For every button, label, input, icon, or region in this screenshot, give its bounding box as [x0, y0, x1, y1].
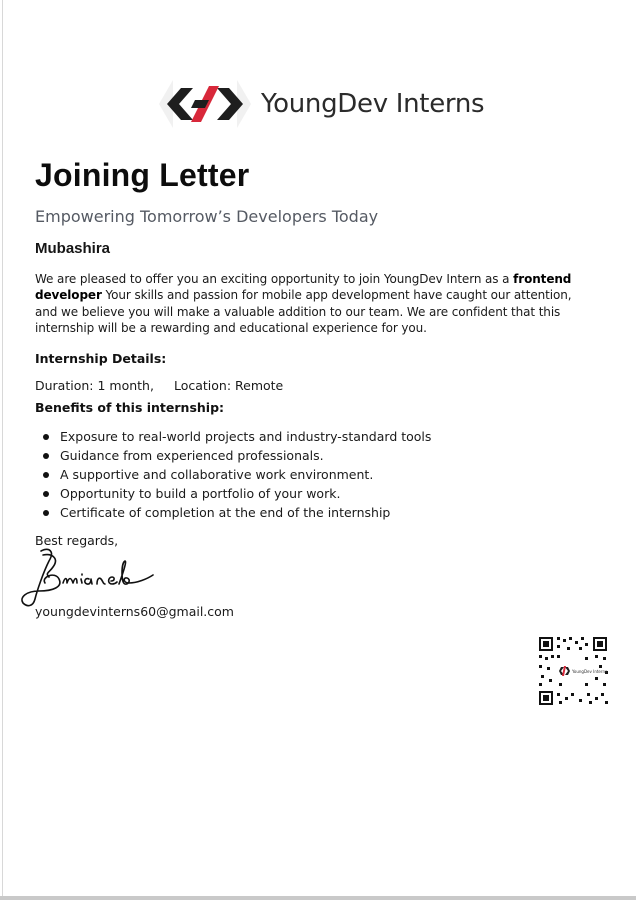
details-heading: Internship Details:: [35, 351, 167, 366]
brand-name: YoungDev Interns: [261, 89, 485, 119]
brand-logo-mark-icon: [151, 70, 259, 138]
benefits-list: [43, 428, 431, 523]
benefit-text: Exposure to real-world projects and industry-standard tools: [60, 429, 432, 444]
offer-paragraph: [35, 271, 595, 336]
details-line: [35, 378, 283, 393]
qr-embedded-label: YoungDev Interns: [572, 669, 608, 674]
bullet-icon: [43, 434, 49, 440]
offer-text-end: Your skills and passion for mobile app development have caught our attention, and we believe you will make a valuable addition to our team. We are confident that this internship will be a rewarding and educational experience for you.: [35, 288, 572, 335]
bullet-icon: [43, 472, 49, 478]
offer-role: frontend developer: [35, 272, 572, 303]
closing-regards: Best regards,: [35, 533, 119, 548]
location-text: Location: Remote: [173, 378, 284, 393]
brand-logo: [151, 70, 491, 138]
letter-page: [2, 0, 636, 896]
page-title: Joining Letter: [35, 157, 250, 193]
page-bottom-edge: [0, 896, 636, 900]
benefit-text: A supportive and collaborative work environment.: [60, 467, 374, 482]
signature-icon: [19, 543, 159, 611]
benefit-text: Certificate of completion at the end of the internship: [60, 505, 391, 520]
bullet-icon: [43, 510, 49, 516]
benefits-heading: Benefits of this internship:: [35, 400, 225, 415]
bullet-icon: [43, 491, 49, 497]
duration-text: Duration: 1 month,: [35, 378, 154, 393]
offer-text-start: We are pleased to offer you an exciting opportunity to join YoungDev Intern as a: [35, 272, 514, 286]
bullet-icon: [43, 453, 49, 459]
list-item: [43, 466, 431, 485]
benefit-text: Opportunity to build a portfolio of your work.: [60, 486, 341, 501]
benefit-text: Guidance from experienced professionals.: [60, 448, 324, 463]
recipient-name: Mubashira: [35, 240, 111, 257]
list-item: [43, 504, 431, 523]
contact-email: youngdevinterns60@gmail.com: [35, 604, 234, 619]
qr-code-icon: [537, 635, 609, 707]
list-item: [43, 447, 431, 466]
list-item: [43, 485, 431, 504]
list-item: [43, 428, 431, 447]
tagline: Empowering Tomorrow’s Developers Today: [35, 207, 379, 226]
